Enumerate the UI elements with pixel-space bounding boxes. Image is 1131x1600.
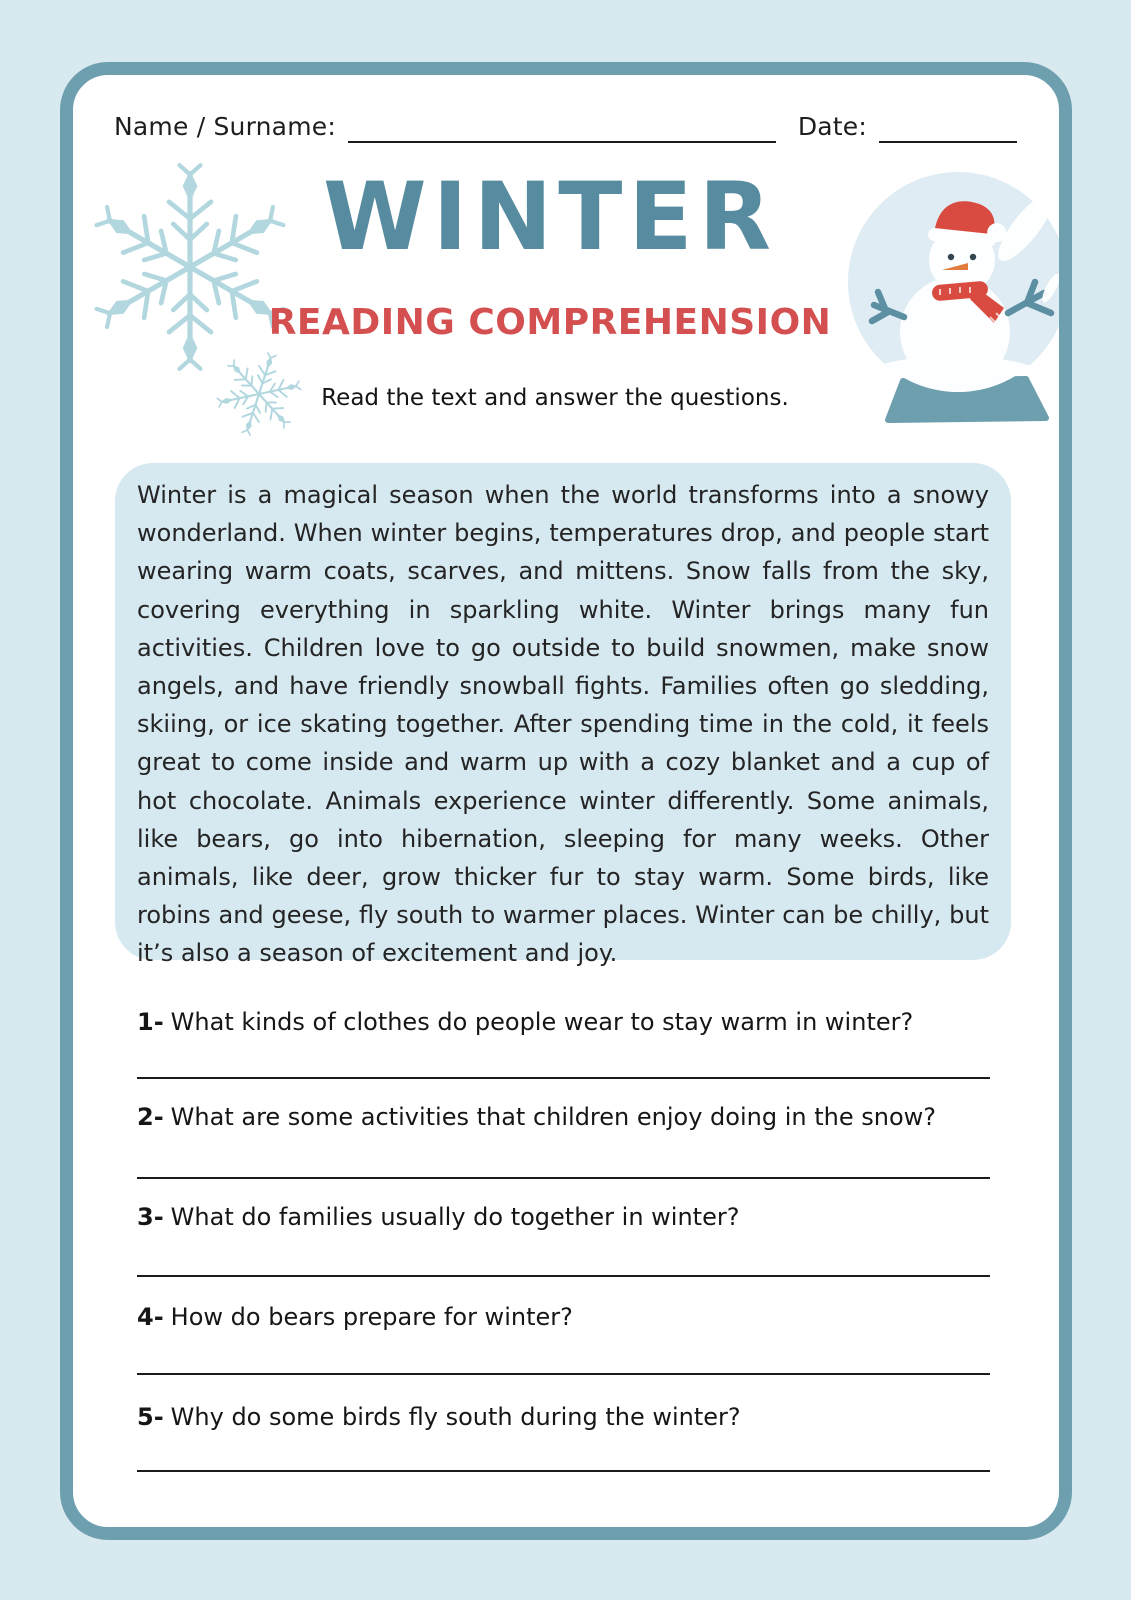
worksheet-card xyxy=(60,62,1072,1540)
question-3-text: What do families usually do together in winter? xyxy=(170,1203,740,1231)
passage-text: Winter is a magical season when the world transforms into a snowy wonderland. When winter begins, temperatures drop, and people start wearing warm coats, scarves, and mittens. Snow falls from the sky, covering everything in sparkling white. Winter brings many fun activities. Children love to go outside to build snowmen, make snow angels, and have friendly snowball fights. Families often go sledding, skiing, or ice skating together. After spending time in the cold, it feels great to come inside and warm up with a cozy blanket and a cup of hot chocolate. Animals experience winter differently. Some animals, like bears, go into hibernation, sleeping for many weeks. Other animals, like deer, grow thicker fur to stay warm. Some birds, like robins and geese, fly south to warmer places. Winter can be chilly, but it’s also a season of excitement and joy. xyxy=(137,481,989,968)
question-4-text: How do bears prepare for winter? xyxy=(170,1303,573,1331)
question-2-number: 2- xyxy=(137,1103,164,1131)
question-5-text: Why do some birds fly south during the winter? xyxy=(170,1403,741,1431)
answer-line-5[interactable] xyxy=(137,1470,990,1472)
answer-line-1[interactable] xyxy=(137,1077,990,1079)
question-4 xyxy=(137,1303,1003,1331)
question-2 xyxy=(137,1103,1003,1131)
passage-box xyxy=(115,463,1011,968)
name-date-row xyxy=(114,105,1017,143)
question-3-number: 3- xyxy=(137,1203,164,1231)
instruction-text: Read the text and answer the questions. xyxy=(321,385,789,411)
name-input-line[interactable] xyxy=(348,111,776,143)
worksheet-subtitle: READING COMPREHENSION xyxy=(268,302,832,343)
question-1-number: 1- xyxy=(137,1008,164,1036)
question-1-text: What kinds of clothes do people wear to stay warm in winter? xyxy=(170,1008,914,1036)
question-2-text: What are some activities that children enjoy doing in the snow? xyxy=(170,1103,936,1131)
question-5 xyxy=(137,1403,1003,1431)
answer-line-4[interactable] xyxy=(137,1373,990,1375)
question-1 xyxy=(137,1008,1003,1036)
question-4-number: 4- xyxy=(137,1303,164,1331)
date-input-line[interactable] xyxy=(879,111,1017,143)
snow-globe-snowman-icon xyxy=(830,165,1070,430)
question-5-number: 5- xyxy=(137,1403,164,1431)
date-label: Date: xyxy=(797,111,867,141)
name-label: Name / Surname: xyxy=(114,111,336,141)
answer-line-3[interactable] xyxy=(137,1275,990,1277)
answer-line-2[interactable] xyxy=(137,1177,990,1179)
worksheet-title: WINTER xyxy=(322,163,778,272)
question-3 xyxy=(137,1203,1003,1231)
